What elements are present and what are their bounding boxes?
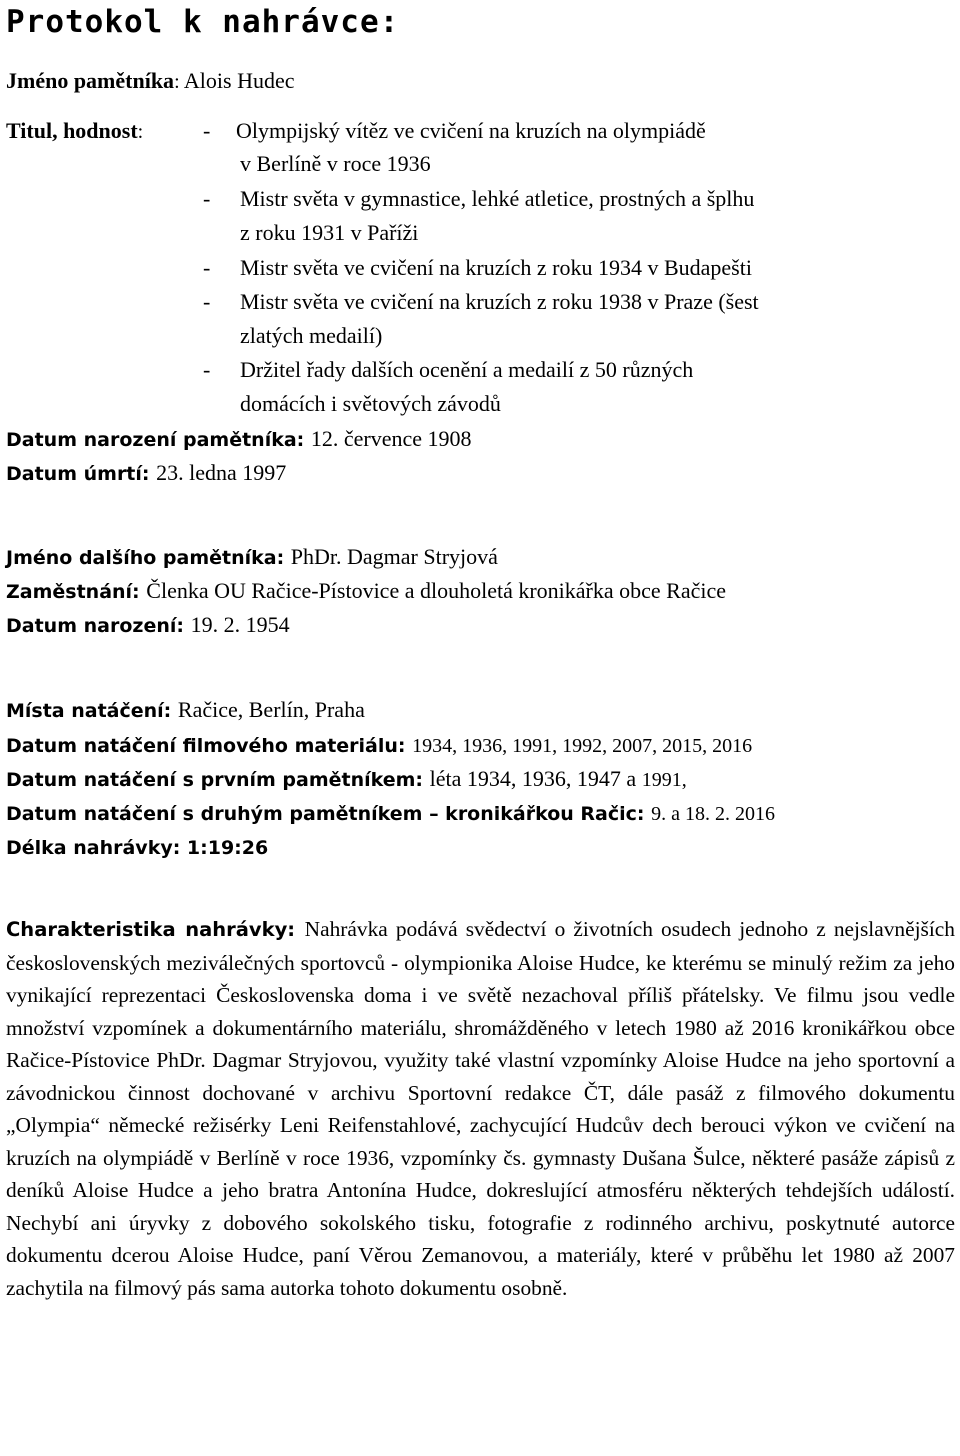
- characteristics-label: Charakteristika nahrávky:: [6, 918, 305, 941]
- title-item-continued: zlatých medailí): [240, 323, 383, 348]
- places-row: [6, 695, 365, 726]
- second-job-row: [6, 576, 726, 607]
- title-row-label: [6, 116, 143, 147]
- witness-birth-label: Datum narození pamětníka:: [6, 429, 311, 451]
- film-dates-row: [6, 730, 752, 761]
- first-recording-label: Datum natáčení s prvním pamětníkem:: [6, 769, 430, 791]
- second-recording-label: Datum natáčení s druhým pamětníkem – kronikářkou Račic:: [6, 803, 652, 825]
- second-birth-row: [6, 610, 290, 641]
- second-job-label: Zaměstnání:: [6, 581, 147, 603]
- witness-name-colon: :: [174, 71, 180, 93]
- title-dash: -: [203, 289, 211, 314]
- second-name-row: [6, 542, 498, 573]
- title-item-continued: domácích i světových závodů: [240, 391, 501, 416]
- witness-birth-value: 12. července 1908: [310, 426, 472, 451]
- witness-name-row: [6, 66, 295, 97]
- first-recording-value-end: 1991,: [641, 769, 687, 791]
- characteristics-text: Nahrávka podává svědectví o životních osudech jednoho z nejslavnějších československých meziválečných sportovců - olympionika Aloise Hudce, ke kterému se minulý režim za jeho vynikající reprezentaci Československa doma i ve světě nezachoval příliš přátelsky. Ve filmu jsou vedle množství vzpomínek a dokumentárního materiálu, shromážděného v letech 1980 až 2016 kronikářkou obce Račice-Pístovice PhDr. Dagmar Stryjovou, využity také vlastní vzpomínky Aloise Hudce na jeho sportovní a závodnickou činnost dochované v archivu Sportovní redakce ČT, dále pasáž z filmového dokumentu „Olympia“ německé režisérky Leni Reifenstahlové, zachycující Hudcův dech berouci výkon ve cvičení na kruzích na olympiádě v Berlíně v roce 1936, vzpomínky čs. gymnasty Dušana Šulce, některé pasáže zápisů z deníků Aloise Hudce a jeho bratra Antonína Hudce, dokreslující atmosféru některých tehdejších událostí. Nechybí ani úryvky z dobového sokolského tisku, fotografie z rodinného archivu, poskytnuté autorce dokumentu dcerou Aloise Hudce, paní Věrou Zemanovou, a materiály, které v průběhu let 1980 až 2007 zachytila na filmový pás sama autorka tohoto dokumentu osobně.: [6, 917, 955, 1300]
- length-row: [6, 832, 268, 863]
- second-name-label: Jméno dalšího pamětníka:: [6, 547, 291, 569]
- title-dash: -: [203, 255, 211, 280]
- title-item: Mistr světa v gymnastice, lehké atletice, prostných a šplhu: [240, 186, 755, 211]
- title-colon: :: [137, 121, 144, 143]
- title-dash: -: [203, 186, 211, 211]
- places-value: Račice, Berlín, Praha: [177, 697, 365, 722]
- characteristics-paragraph: [6, 913, 955, 1304]
- second-recording-value: 9. a 18. 2. 2016: [651, 803, 776, 825]
- witness-birth-row: [6, 424, 472, 455]
- title-item: Mistr světa ve cvičení na kruzích z roku 1938 v Praze (šest: [240, 289, 759, 314]
- second-recording-row: [6, 798, 775, 829]
- title-item-continued: z roku 1931 v Paříži: [240, 220, 419, 245]
- title-dash: -: [203, 118, 211, 143]
- second-birth-value: 19. 2. 1954: [190, 612, 290, 637]
- title-item-continued: v Berlíně v roce 1936: [240, 151, 431, 176]
- witness-death-value: 23. ledna 1997: [156, 460, 287, 485]
- page-title: Protokol k nahrávce:: [6, 4, 400, 40]
- first-recording-row: [6, 764, 687, 795]
- witness-name-value: Alois Hudec: [179, 68, 295, 93]
- places-label: Místa natáčení:: [6, 700, 178, 722]
- witness-death-row: [6, 458, 286, 489]
- first-recording-value: léta 1934, 1936, 1947 a: [429, 766, 642, 791]
- title-item: Mistr světa ve cvičení na kruzích z roku 1934 v Budapešti: [240, 255, 752, 280]
- second-name-value: PhDr. Dagmar Stryjová: [290, 544, 498, 569]
- witness-death-label: Datum úmrtí:: [6, 463, 157, 485]
- film-dates-value: 1934, 1936, 1991, 1992, 2007, 2015, 2016: [412, 735, 753, 757]
- title-dash: -: [203, 357, 211, 382]
- title-label: Titul, hodnost: [6, 118, 138, 143]
- title-item: Olympijský vítěz ve cvičení na kruzích na olympiádě: [236, 118, 706, 143]
- witness-name-label: Jméno pamětníka: [6, 68, 175, 93]
- title-item: Držitel řady dalších ocenění a medailí z 50 různých: [240, 357, 694, 382]
- recording-length: Délka nahrávky: 1:19:26: [6, 837, 269, 859]
- second-birth-label: Datum narození:: [6, 615, 191, 637]
- second-job-value: Členka OU Račice-Pístovice a dlouholetá kronikářka obce Račice: [146, 578, 727, 603]
- film-dates-label: Datum natáčení filmového materiálu:: [6, 735, 413, 757]
